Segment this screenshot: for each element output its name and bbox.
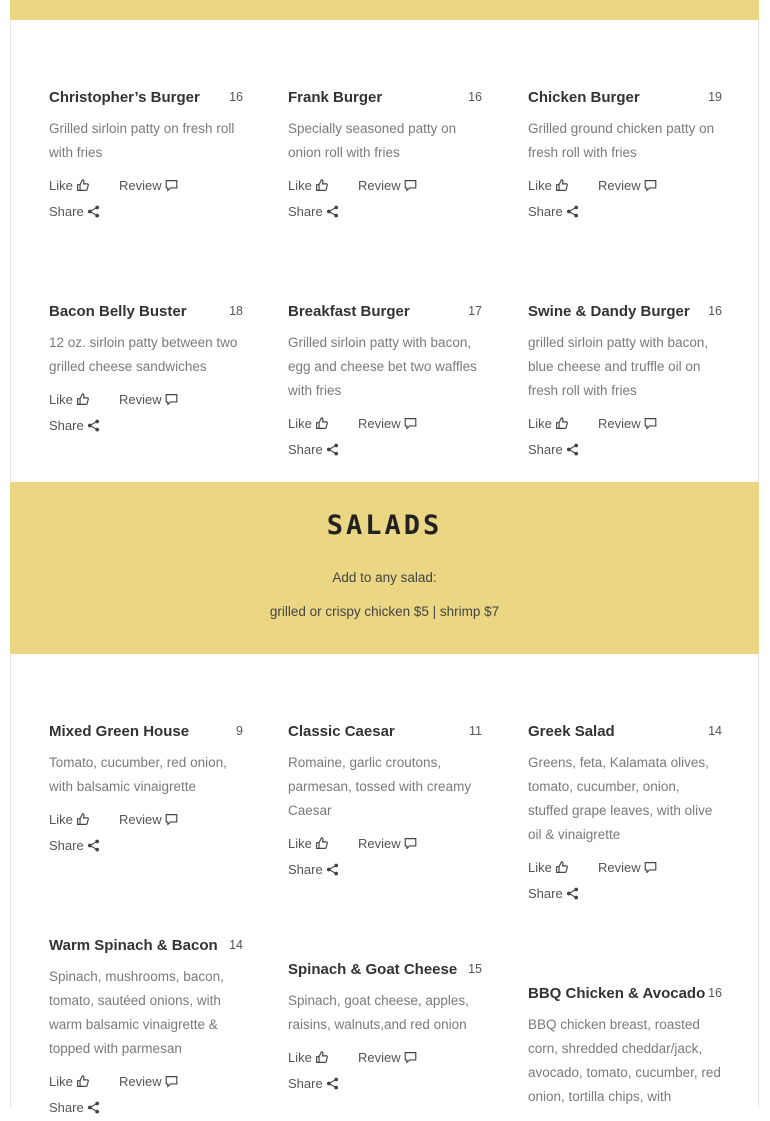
share-button[interactable]: Share [49, 833, 100, 859]
menu-item [49, 723, 243, 859]
share-button[interactable]: Share [528, 437, 579, 463]
share-icon [326, 1077, 339, 1090]
comment-icon [165, 393, 178, 406]
item-name: Mixed Green House [49, 723, 190, 740]
item-name: Classic Caesar [288, 723, 395, 740]
salads-addon-label: Add to any salad: [332, 570, 437, 585]
salads-banner [10, 482, 759, 654]
share-icon [87, 839, 100, 852]
item-name: Christopher’s Burger [49, 89, 200, 106]
share-icon [87, 205, 100, 218]
menu-item [49, 303, 243, 439]
item-name: Warm Spinach & Bacon [49, 937, 218, 954]
item-description: Grilled ground chicken patty on fresh roll with fries [528, 121, 715, 160]
item-name: Spinach & Goat Cheese [288, 961, 458, 978]
menu-item [528, 89, 722, 225]
item-name: Bacon Belly Buster [49, 303, 187, 320]
menu-item [528, 723, 722, 907]
menu-item [288, 303, 482, 463]
share-icon [566, 205, 579, 218]
item-name: BBQ Chicken & Avocado [528, 985, 706, 1002]
share-icon [326, 863, 339, 876]
thumbs-up-icon [315, 417, 328, 430]
review-button[interactable]: Review [598, 173, 657, 199]
comment-icon [404, 1051, 417, 1064]
thumbs-up-icon [555, 179, 568, 192]
item-description: Greens, feta, Kalamata olives, tomato, cucumber, onion, stuffed grape leaves, with olive oil & vinaigrette [528, 755, 713, 842]
like-button[interactable]: Like [528, 173, 568, 199]
item-name: Greek Salad [528, 723, 615, 740]
review-button[interactable]: Review [358, 1045, 417, 1071]
thumbs-up-icon [315, 837, 328, 850]
item-description: grilled sirloin patty with bacon, blue cheese and truffle oil on fresh roll with fries [528, 335, 709, 398]
menu-item [49, 89, 243, 225]
item-description: BBQ chicken breast, roasted corn, shredded cheddar/jack, avocado, tomato, cucumber, red onion, tortilla chips, with [528, 1017, 721, 1104]
menu-item [288, 89, 482, 225]
share-button[interactable]: Share [49, 199, 100, 225]
review-button[interactable]: Review [598, 855, 657, 881]
item-description: Romaine, garlic croutons, parmesan, tossed with creamy Caesar [288, 755, 472, 818]
item-name: Frank Burger [288, 89, 383, 106]
thumbs-up-icon [76, 179, 89, 192]
menu-item [288, 961, 482, 1097]
item-price: 18 [229, 304, 243, 318]
item-price: 14 [229, 938, 243, 952]
share-icon [566, 887, 579, 900]
item-price: 14 [708, 724, 722, 738]
comment-icon [404, 837, 417, 850]
thumbs-up-icon [555, 861, 568, 874]
like-button[interactable]: Like [288, 1045, 328, 1071]
item-description: 12 oz. sirloin patty between two grilled cheese sandwiches [49, 335, 238, 374]
like-button[interactable]: Like [288, 831, 328, 857]
review-button[interactable]: Review [119, 387, 178, 413]
comment-icon [165, 813, 178, 826]
thumbs-up-icon [555, 417, 568, 430]
like-button[interactable]: Like [288, 173, 328, 199]
item-description: Tomato, cucumber, red onion, with balsamic vinaigrette [49, 755, 227, 794]
comment-icon [165, 179, 178, 192]
menu-item [49, 937, 243, 1121]
review-button[interactable]: Review [598, 411, 657, 437]
item-price: 16 [229, 90, 243, 104]
share-icon [566, 443, 579, 456]
comment-icon [165, 1075, 178, 1088]
share-button[interactable]: Share [49, 413, 100, 439]
item-description: Grilled sirloin patty on fresh roll with fries [49, 121, 235, 160]
share-icon [87, 419, 100, 432]
menu-item [528, 985, 722, 1109]
like-button[interactable]: Like [49, 173, 89, 199]
item-price: 16 [708, 304, 722, 318]
share-button[interactable]: Share [288, 199, 339, 225]
review-button[interactable]: Review [358, 411, 417, 437]
thumbs-up-icon [76, 1075, 89, 1088]
thumbs-up-icon [315, 1051, 328, 1064]
item-price: 17 [468, 304, 482, 318]
share-button[interactable]: Share [288, 857, 339, 883]
share-button[interactable]: Share [49, 1095, 100, 1121]
thumbs-up-icon [315, 179, 328, 192]
share-icon [326, 443, 339, 456]
item-price: 9 [236, 724, 243, 738]
thumbs-up-icon [76, 393, 89, 406]
comment-icon [404, 417, 417, 430]
share-icon [326, 205, 339, 218]
item-name: Breakfast Burger [288, 303, 410, 320]
share-button[interactable]: Share [528, 881, 579, 907]
item-price: 19 [708, 90, 722, 104]
comment-icon [644, 179, 657, 192]
review-button[interactable]: Review [119, 1069, 178, 1095]
comment-icon [404, 179, 417, 192]
like-button[interactable]: Like [288, 411, 328, 437]
item-name: Swine & Dandy Burger [528, 303, 690, 320]
item-price: 16 [708, 986, 722, 1000]
item-description: Specially seasoned patty on onion roll with fries [288, 121, 457, 160]
like-button[interactable]: Like [528, 411, 568, 437]
review-button[interactable]: Review [119, 807, 178, 833]
share-button[interactable]: Share [528, 199, 579, 225]
salads-addon-prices: grilled or crispy chicken $5 | shrimp $7 [269, 604, 500, 619]
like-button[interactable]: Like [49, 1069, 89, 1095]
comment-icon [644, 417, 657, 430]
comment-icon [644, 861, 657, 874]
review-button[interactable]: Review [358, 173, 417, 199]
like-button[interactable]: Like [49, 387, 89, 413]
menu-item [288, 723, 482, 883]
review-button[interactable]: Review [119, 173, 178, 199]
item-price: 15 [468, 962, 482, 976]
item-description: Grilled sirloin patty with bacon, egg and cheese bet two waffles with fries [288, 335, 477, 398]
salads-heading: SALADS [326, 510, 443, 541]
thumbs-up-icon [76, 813, 89, 826]
top-band [10, 0, 759, 20]
like-button[interactable]: Like [49, 807, 89, 833]
item-name: Chicken Burger [528, 89, 640, 106]
item-price: 16 [468, 90, 482, 104]
item-description: Spinach, goat cheese, apples, raisins, walnuts,and red onion [288, 993, 469, 1032]
like-button[interactable]: Like [528, 855, 568, 881]
share-button[interactable]: Share [288, 1071, 339, 1097]
item-description: Spinach, mushrooms, bacon, tomato, sautéed onions, with warm balsamic vinaigrette & topped with parmesan [49, 969, 224, 1056]
review-button[interactable]: Review [358, 831, 417, 857]
share-button[interactable]: Share [288, 437, 339, 463]
item-price: 11 [469, 724, 482, 738]
menu-item [528, 303, 722, 463]
